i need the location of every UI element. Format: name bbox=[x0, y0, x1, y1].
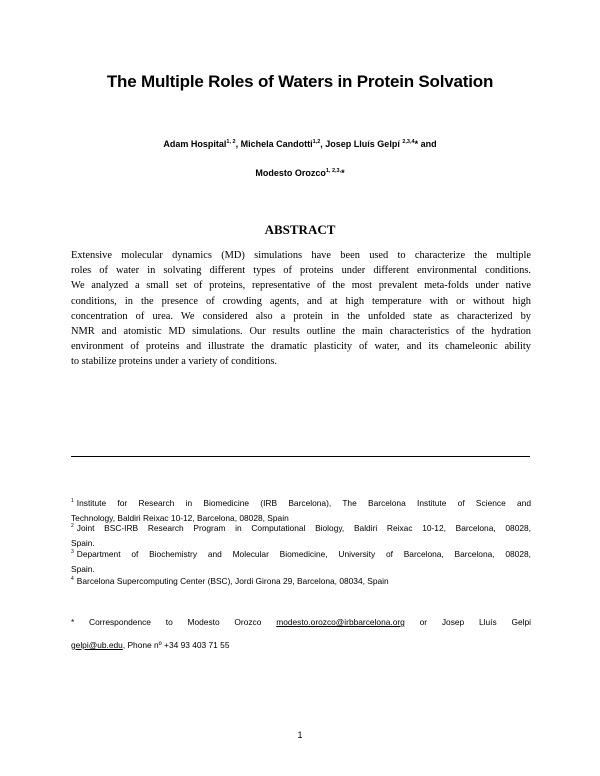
footnote-mark: 1 bbox=[71, 498, 74, 504]
abstract-line: concentration of urea. We considered also a protein in the unfolded state as characterized by bbox=[71, 310, 531, 322]
author-affiliation: 1, 2 bbox=[226, 139, 236, 145]
footnote-divider bbox=[71, 456, 530, 457]
footnote-3 bbox=[71, 547, 531, 577]
footnote-mark: 3 bbox=[71, 549, 74, 555]
footnote-mark: 4 bbox=[71, 576, 74, 582]
email-link-gelpi[interactable]: gelpi@ub.edu bbox=[71, 640, 123, 650]
author-connector: * and bbox=[414, 139, 437, 149]
abstract-line: roles of water in solvating different types of proteins under different environmental conditions. bbox=[71, 265, 531, 277]
footnote-mark: 2 bbox=[71, 523, 74, 529]
abstract-line: environment of proteins and illustrate the dramatic plasticity of water, and its chameleonic ability bbox=[71, 341, 531, 353]
footnote-line: Spain. bbox=[71, 564, 95, 574]
author-line-1: Adam Hospital$^{1, 2}$, Michela Candotti$^{1,2}$, Josep Lluís Gelpí $^{2,3,4}$* and bbox=[163, 139, 437, 149]
footnote-text: Department of Biochemistry and Molecular Biomedicine, University of Barcelona, Barcelona, 08028, bbox=[76, 549, 531, 559]
author-name: Adam Hospital bbox=[163, 139, 227, 149]
paper-title: The Multiple Roles of Waters in Protein Solvation bbox=[106, 72, 494, 91]
author-affiliation: 2,3,4 bbox=[402, 139, 415, 145]
correspondence-line bbox=[71, 617, 531, 627]
abstract-body bbox=[71, 248, 531, 370]
abstract-line: We analyzed a small set of proteins, representative of the most prevalent meta-folds under native bbox=[71, 280, 531, 292]
correspondence-prefix: * Correspondence to Modesto Orozco bbox=[71, 617, 262, 627]
footnote-4 bbox=[71, 574, 531, 589]
footnote-text: Joint BSC-IRB Research Program in Computational Biology, Baldiri Reixac 10-12, Barcelona, 08028, bbox=[76, 523, 531, 533]
footnote-text: Barcelona Supercomputing Center (BSC), Jordi Girona 29, Barcelona, 08034, Spain bbox=[76, 576, 389, 586]
author-affiliation: 1, 2,3, bbox=[325, 168, 342, 174]
abstract-line: Extensive molecular dynamics (MD) simulations have been used to characterize the multiple bbox=[71, 250, 531, 261]
abstract-heading: ABSTRACT bbox=[264, 222, 336, 237]
author-connector: * bbox=[341, 168, 345, 178]
correspondence-middle: or Josep Lluís Gelpi bbox=[419, 617, 532, 627]
email-link-orozco[interactable]: modesto.orozco@irbbarcelona.org bbox=[276, 617, 405, 627]
abstract-line: conditions, in the presence of crowding agents, and at high temperature with or without high bbox=[71, 295, 531, 307]
author-affiliation: 1,2 bbox=[312, 139, 321, 145]
footnote-line bbox=[71, 496, 531, 511]
correspondence-note bbox=[71, 617, 531, 627]
footnote-line bbox=[71, 521, 531, 536]
author-name: Modesto Orozco bbox=[255, 168, 326, 178]
page-number: 1 bbox=[297, 730, 303, 740]
footnote-line: Technology, Baldiri Reixac 10-12, Barcelona, 08028, Spain bbox=[71, 513, 289, 523]
footnote-line bbox=[71, 576, 389, 586]
correspondence-phone: , Phone nº +34 93 403 71 55 bbox=[122, 640, 230, 650]
author-name: Josep Lluís Gelpí bbox=[325, 139, 400, 149]
author-line-2 bbox=[0, 168, 600, 178]
footnote-text: Institute for Research in Biomedicine (IRB Barcelona), The Barcelona Institute of Science and bbox=[76, 498, 531, 508]
footnote-line bbox=[71, 547, 531, 562]
footnote-line: Spain. bbox=[71, 538, 95, 548]
abstract-line: NMR and atomistic MD simulations. Our results outline the main characteristics of the hydration bbox=[71, 326, 531, 338]
correspondence-note-2 bbox=[71, 640, 531, 650]
abstract-line: to stabilize proteins under a variety of conditions. bbox=[71, 356, 278, 368]
author-name: Michela Candotti bbox=[240, 139, 313, 149]
